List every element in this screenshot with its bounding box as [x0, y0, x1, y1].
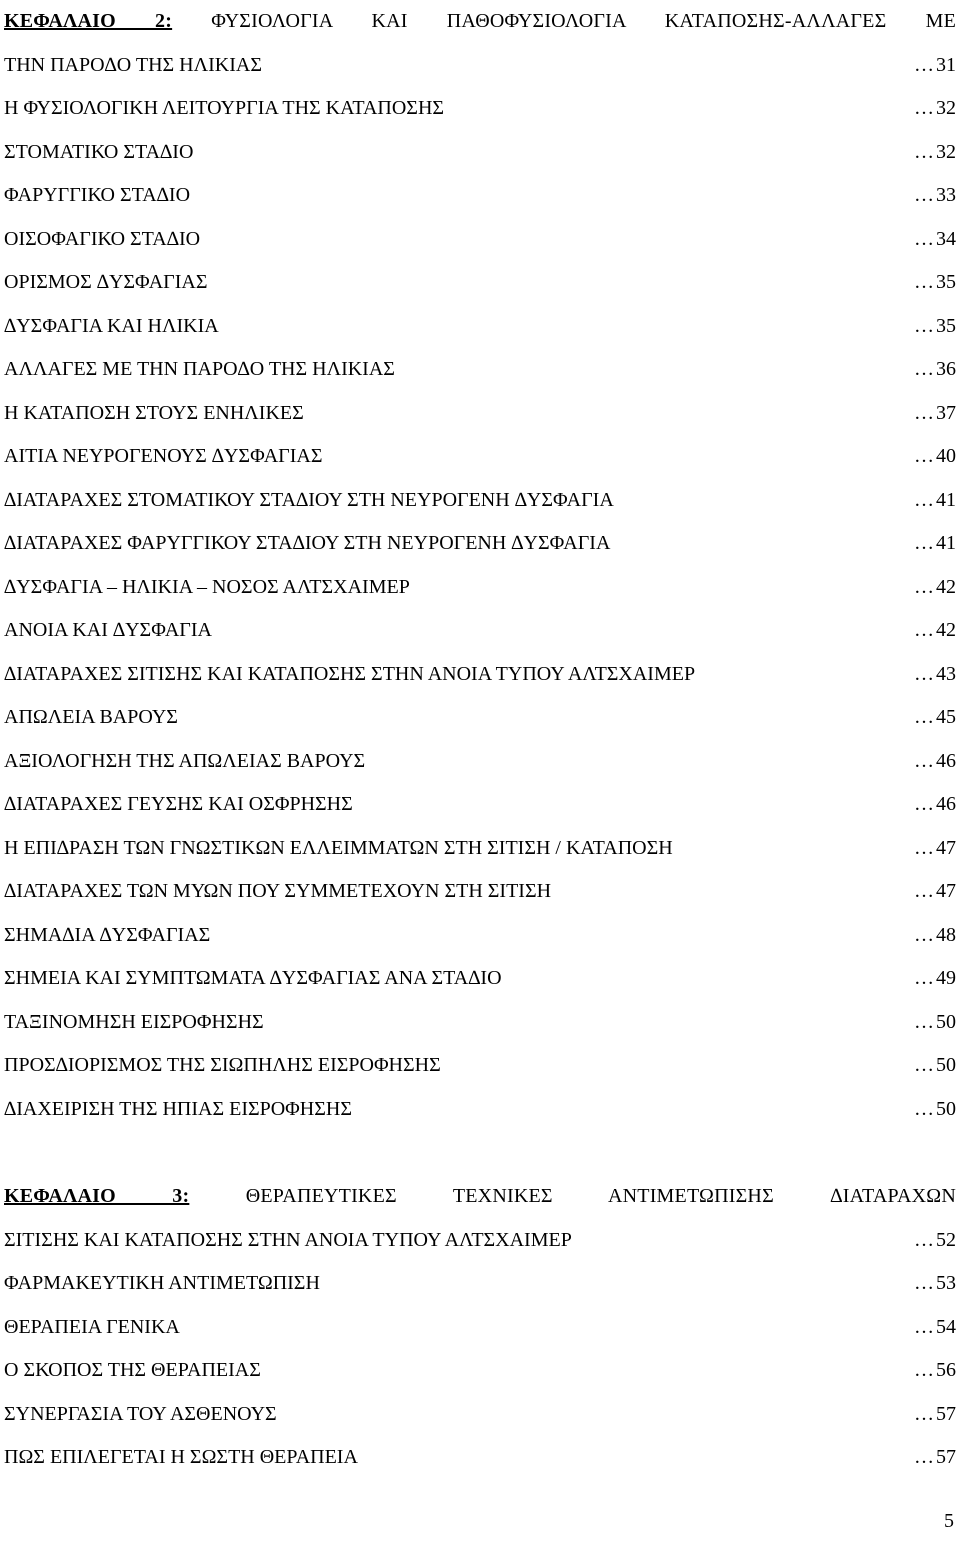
- toc-entry-page: 37: [936, 401, 956, 424]
- toc-entry: [4, 1044, 956, 1088]
- toc-entry-title: ∆ΙΑΧΕΙΡΙΣΗ ΤΗΣ ΗΠΙΑΣ ΕΙΣΡΟΦΗΣΗΣ: [4, 1097, 352, 1120]
- chapter-2-label: ΚΕΦΑΛΑΙΟ 2:: [4, 10, 173, 32]
- toc-entry: [4, 1349, 956, 1393]
- chapter-3-heading: [4, 1175, 956, 1219]
- dot-leader: …: [914, 227, 934, 250]
- toc-entry: [4, 914, 956, 958]
- toc-entry-title: ΤΑΞΙΝΟΜΗΣΗ ΕΙΣΡΟΦΗΣΗΣ: [4, 1010, 264, 1033]
- toc-entry-title: ∆ΥΣΦΑΓΙΑ – ΗΛΙΚΙΑ – ΝΟΣΟΣ ΑΛΤΣΧΑΙΜΕΡ: [4, 575, 410, 598]
- toc-entry: [4, 392, 956, 436]
- toc-entry-title: ∆ΙΑΤΑΡΑΧΕΣ ΣΤΟΜΑΤΙΚΟΥ ΣΤΑ∆ΙΟΥ ΣΤΗ ΝΕΥΡΟΓΕΝΗ ∆ΥΣΦΑΓΙΑ: [4, 488, 614, 511]
- toc-entry: [4, 783, 956, 827]
- toc-entry-page: 56: [936, 1359, 956, 1381]
- dot-leader: …: [914, 749, 934, 772]
- dot-leader: …: [914, 1010, 934, 1033]
- chapter-3-entries: [4, 1219, 956, 1480]
- toc-entry-title: ΠΡΟΣ∆ΙΟΡΙΣΜΟΣ ΤΗΣ ΣΙΩΠΗΛΗΣ ΕΙΣΡΟΦΗΣΗΣ: [4, 1054, 441, 1076]
- toc-entry-page: 48: [936, 923, 956, 946]
- toc-entry-title: ΣΤΟΜΑΤΙΚΟ ΣΤΑ∆ΙΟ: [4, 140, 194, 163]
- toc-entry: [4, 348, 956, 392]
- dot-leader: …: [914, 271, 934, 293]
- toc-entry-page: 57: [936, 1446, 956, 1468]
- toc-entry-page: 50: [936, 1054, 956, 1076]
- dot-leader: …: [914, 619, 934, 641]
- toc-entry-page: 41: [936, 532, 956, 554]
- toc-entry-title: ΟΡΙΣΜΟΣ ∆ΥΣΦΑΓΙΑΣ: [4, 271, 208, 293]
- toc-entry-page: 31: [936, 53, 956, 76]
- toc-entry-page: 36: [936, 358, 956, 380]
- toc-entry: [4, 870, 956, 914]
- toc-entry: [4, 218, 956, 262]
- toc-entry-page: 32: [936, 97, 956, 119]
- toc-entry-page: 32: [936, 140, 956, 163]
- toc-entry-title: Η ΕΠΙ∆ΡΑΣΗ ΤΩΝ ΓΝΩΣΤΙΚΩΝ ΕΛΛΕΙΜΜΑΤΩΝ ΣΤΗ ΣΙΤΙΣΗ / ΚΑΤΑΠΟΣΗ: [4, 836, 673, 859]
- toc-entry-title: ΣΥΝΕΡΓΑΣΙΑ ΤΟΥ ΑΣΘΕΝΟΥΣ: [4, 1402, 277, 1425]
- toc-entry-title: ΣΗΜΑ∆ΙΑ ∆ΥΣΦΑΓΙΑΣ: [4, 923, 211, 946]
- toc-entry: [4, 1436, 956, 1480]
- toc-entry-title: ∆ΙΑΤΑΡΑΧΕΣ ΣΙΤΙΣΗΣ ΚΑΙ ΚΑΤΑΠΟΣΗΣ ΣΤΗΝ ΑΝΟΙΑ ΤΥΠΟΥ ΑΛΤΣΧΑΙΜΕΡ: [4, 662, 696, 685]
- toc-entry-page: 34: [936, 227, 956, 250]
- dot-leader: …: [914, 1315, 934, 1338]
- toc-entry-title: ΑΝΟΙΑ ΚΑΙ ∆ΥΣΦΑΓΙΑ: [4, 619, 212, 641]
- dot-leader: …: [914, 1272, 934, 1294]
- toc-entry-title: ΠΩΣ ΕΠΙΛΕΓΕΤΑΙ Η ΣΩΣΤΗ ΘΕΡΑΠΕΙΑ: [4, 1446, 358, 1468]
- toc-entry: [4, 261, 956, 305]
- dot-leader: …: [914, 140, 934, 163]
- toc-entry: [4, 1219, 956, 1263]
- toc-entry: [4, 174, 956, 218]
- dot-leader: …: [914, 1054, 934, 1076]
- dot-leader: …: [914, 532, 934, 554]
- toc-entry: [4, 1001, 956, 1045]
- chapter-2-title: ΦΥΣΙΟΛΟΓΙΑ ΚΑΙ ΠΑΘΟΦΥΣΙΟΛΟΓΙΑ ΚΑΤΑΠΟΣΗΣ-ΑΛΛΑΓΕΣ ΜΕ: [211, 10, 956, 32]
- dot-leader: …: [914, 706, 934, 728]
- toc-entry: [4, 1262, 956, 1306]
- toc-entry: [4, 740, 956, 784]
- dot-leader: …: [914, 1228, 934, 1251]
- toc-entry-title: ∆ΙΑΤΑΡΑΧΕΣ ΓΕΥΣΗΣ ΚΑΙ ΟΣΦΡΗΣΗΣ: [4, 793, 353, 815]
- dot-leader: …: [914, 880, 934, 902]
- toc-entry-page: 46: [936, 749, 956, 772]
- toc-entry-title: ∆ΥΣΦΑΓΙΑ ΚΑΙ ΗΛΙΚΙΑ: [4, 314, 219, 337]
- dot-leader: …: [914, 314, 934, 337]
- toc-entry-title: ΦΑΡΥΓΓΙΚΟ ΣΤΑ∆ΙΟ: [4, 184, 191, 206]
- toc-entry-page: 40: [936, 445, 956, 467]
- toc-entry-title: ΦΑΡΜΑΚΕΥΤΙΚΗ ΑΝΤΙΜΕΤΩΠΙΣΗ: [4, 1272, 320, 1294]
- toc-entry-title: ΤΗΝ ΠΑΡΟ∆Ο ΤΗΣ ΗΛΙΚΙΑΣ: [4, 53, 262, 76]
- toc-entry-title: ΑΠΩΛΕΙΑ ΒΑΡΟΥΣ: [4, 706, 178, 728]
- toc-entry-page: 42: [936, 575, 956, 598]
- toc-entry-title: ΑΞΙΟΛΟΓΗΣΗ ΤΗΣ ΑΠΩΛΕΙΑΣ ΒΑΡΟΥΣ: [4, 749, 366, 772]
- toc-entry: [4, 957, 956, 1001]
- toc-entry: [4, 1088, 956, 1132]
- chapter-3-title: ΘΕΡΑΠΕΥΤΙΚΕΣ ΤΕΧΝΙΚΕΣ ΑΝΤΙΜΕΤΩΠΙΣΗΣ ∆ΙΑΤΑΡΑΧΩΝ: [245, 1185, 956, 1207]
- dot-leader: …: [914, 967, 934, 989]
- dot-leader: …: [914, 1097, 934, 1120]
- toc-entry-page: 47: [936, 836, 956, 859]
- toc-entry: [4, 522, 956, 566]
- dot-leader: …: [914, 793, 934, 815]
- toc-entry-title: ΑΙΤΙΑ ΝΕΥΡΟΓΕΝΟΥΣ ∆ΥΣΦΑΓΙΑΣ: [4, 445, 323, 467]
- dot-leader: …: [914, 1359, 934, 1381]
- toc-entry-page: 35: [936, 271, 956, 293]
- toc-entry: [4, 653, 956, 697]
- toc-entry-page: 47: [936, 880, 956, 902]
- table-of-contents: [4, 0, 956, 1480]
- toc-entry-title: Η ΚΑΤΑΠΟΣΗ ΣΤΟΥΣ ΕΝΗΛΙΚΕΣ: [4, 401, 304, 424]
- dot-leader: …: [914, 575, 934, 598]
- toc-entry: [4, 696, 956, 740]
- toc-entry-title: ∆ΙΑΤΑΡΑΧΕΣ ΦΑΡΥΓΓΙΚΟΥ ΣΤΑ∆ΙΟΥ ΣΤΗ ΝΕΥΡΟΓΕΝΗ ∆ΥΣΦΑΓΙΑ: [4, 532, 611, 554]
- toc-entry-page: 46: [936, 793, 956, 815]
- toc-entry-page: 43: [936, 662, 956, 685]
- toc-entry-page: 42: [936, 619, 956, 641]
- toc-entry: [4, 479, 956, 523]
- toc-entry-title: ∆ΙΑΤΑΡΑΧΕΣ ΤΩΝ ΜΥΩΝ ΠΟΥ ΣΥΜΜΕΤΕΧΟΥΝ ΣΤΗ ΣΙΤΙΣΗ: [4, 880, 552, 902]
- toc-entry: [4, 44, 956, 88]
- toc-entry-page: 50: [936, 1010, 956, 1033]
- toc-entry: [4, 87, 956, 131]
- toc-entry: [4, 566, 956, 610]
- dot-leader: …: [914, 923, 934, 946]
- dot-leader: …: [914, 53, 934, 76]
- toc-entry-title: ΘΕΡΑΠΕΙΑ ΓΕΝΙΚΑ: [4, 1315, 180, 1338]
- toc-entry-title: Ο ΣΚΟΠΟΣ ΤΗΣ ΘΕΡΑΠΕΙΑΣ: [4, 1359, 261, 1381]
- toc-entry-page: 41: [936, 488, 956, 511]
- section-spacer: [4, 1131, 956, 1175]
- toc-entry: [4, 305, 956, 349]
- chapter-3-label: ΚΕΦΑΛΑΙΟ 3:: [4, 1185, 190, 1207]
- toc-entry-page: 50: [936, 1097, 956, 1120]
- toc-entry: [4, 435, 956, 479]
- toc-entry-title: ΣΗΜΕΙΑ ΚΑΙ ΣΥΜΠΤΩΜΑΤΑ ∆ΥΣΦΑΓΙΑΣ ΑΝΑ ΣΤΑ∆ΙΟ: [4, 967, 502, 989]
- toc-entry-title: ΑΛΛΑΓΕΣ ΜΕ ΤΗΝ ΠΑΡΟ∆Ο ΤΗΣ ΗΛΙΚΙΑΣ: [4, 358, 395, 380]
- toc-entry: [4, 1306, 956, 1350]
- dot-leader: …: [914, 97, 934, 119]
- chapter-2-heading: [4, 0, 956, 44]
- toc-entry-title: Η ΦΥΣΙΟΛΟΓΙΚΗ ΛΕΙΤΟΥΡΓΙΑ ΤΗΣ ΚΑΤΑΠΟΣΗΣ: [4, 97, 445, 119]
- toc-entry-page: 35: [936, 314, 956, 337]
- page-number: 5: [944, 1510, 954, 1532]
- dot-leader: …: [914, 184, 934, 206]
- toc-entry-title: ΣΙΤΙΣΗΣ ΚΑΙ ΚΑΤΑΠΟΣΗΣ ΣΤΗΝ ΑΝΟΙΑ ΤΥΠΟΥ ΑΛΤΣΧΑΙΜΕΡ: [4, 1228, 572, 1251]
- dot-leader: …: [914, 445, 934, 467]
- toc-entry-page: 53: [936, 1272, 956, 1294]
- toc-entry-page: 33: [936, 184, 956, 206]
- toc-entry-page: 49: [936, 967, 956, 989]
- toc-entry: [4, 131, 956, 175]
- dot-leader: …: [914, 358, 934, 380]
- toc-entry-title: ΟΙΣΟΦΑΓΙΚΟ ΣΤΑ∆ΙΟ: [4, 227, 201, 250]
- toc-entry: [4, 1393, 956, 1437]
- dot-leader: …: [914, 1446, 934, 1468]
- dot-leader: …: [914, 1402, 934, 1425]
- chapter-2-entries: [4, 44, 956, 1132]
- dot-leader: …: [914, 401, 934, 424]
- dot-leader: …: [914, 488, 934, 511]
- toc-entry-page: 45: [936, 706, 956, 728]
- toc-entry-page: 54: [936, 1315, 956, 1338]
- dot-leader: …: [914, 662, 934, 685]
- toc-entry-page: 57: [936, 1402, 956, 1425]
- dot-leader: …: [914, 836, 934, 859]
- toc-entry: [4, 609, 956, 653]
- toc-entry: [4, 827, 956, 871]
- toc-entry-page: 52: [936, 1228, 956, 1251]
